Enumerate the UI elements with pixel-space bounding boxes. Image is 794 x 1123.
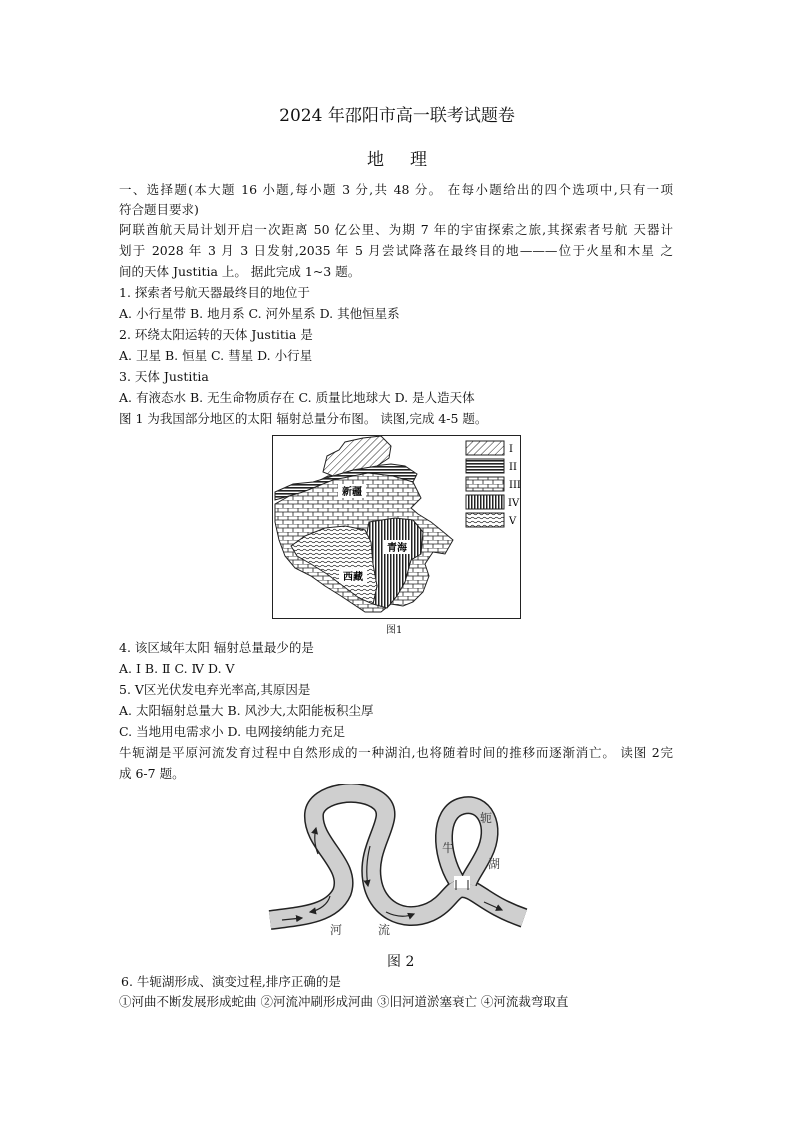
- passage1-line3: 间的天体 Justitia 上。 据此完成 1~3 题。: [119, 264, 361, 279]
- figure2-meander: [262, 784, 534, 944]
- passage3-line2: 成 6-7 题。: [119, 766, 185, 781]
- passage1-line2: 划于 2028 年 3 月 3 日发射,2035 年 5 月尝试降落在最终目的地———位于火星和木星 之: [119, 243, 673, 258]
- label-xizang: 西藏: [343, 572, 363, 583]
- passage2-line1: 图 1 为我国部分地区的太阳 辐射总量分布图。 读图,完成 4-5 题。: [119, 411, 488, 426]
- legend-label: III: [509, 480, 520, 491]
- q1-options: A. 小行星带 B. 地月系 C. 河外星系 D. 其他恒星系: [119, 306, 400, 321]
- exam-title: 2024 年邵阳市高一联考试题卷: [279, 106, 515, 126]
- label-hu: 湖: [488, 857, 501, 871]
- q6-stem: 6. 牛轭湖形成、演变过程,排序正确的是: [121, 974, 341, 989]
- label-qinghai: 青海: [387, 543, 407, 554]
- figure2-caption: 图 2: [387, 954, 415, 970]
- q3-options: A. 有液态水 B. 无生命物质存在 C. 质量比地球大 D. 是人造天体: [119, 390, 475, 405]
- q1-stem: 1. 探索者号航天器最终目的地位于: [119, 285, 310, 300]
- q5-options1: A. 太阳辐射总量大 B. 风沙大,太阳能板积尘厚: [119, 703, 374, 718]
- legend-label: IV: [508, 498, 520, 509]
- section-heading-line1: 一、选择题(本大题 16 小题,每小题 3 分,共 48 分。 在每小题给出的四个选项中,只有一项: [119, 182, 673, 197]
- legend: [466, 441, 520, 527]
- label-liu: 流: [378, 923, 391, 937]
- q4-options: A. Ⅰ B. Ⅱ C. Ⅳ D. Ⅴ: [119, 661, 235, 676]
- q5-stem: 5. Ⅴ区光伏发电弃光率高,其原因是: [119, 682, 311, 697]
- legend-label: II: [509, 462, 517, 473]
- section-heading-line2: 符合题目要求): [119, 202, 199, 217]
- figure1-map: [272, 435, 521, 619]
- legend-label: I: [509, 444, 513, 455]
- q6-options: ①河曲不断发展形成蛇曲 ②河流冲刷形成河曲 ③旧河道淤塞衰亡 ④河流裁弯取直: [119, 994, 569, 1009]
- passage3-line1: 牛轭湖是平原河流发育过程中自然形成的一种湖泊,也将随着时间的推移而逐渐消亡。 读图 2完: [119, 745, 673, 760]
- q2-stem: 2. 环绕太阳运转的天体 Justitia 是: [119, 327, 313, 342]
- legend-label: V: [509, 516, 517, 527]
- q5-options2: C. 当地用电需求小 D. 电网接纳能力充足: [119, 724, 346, 739]
- passage1-line1: 阿联酋航天局计划开启一次距离 50 亿公里、为期 7 年的宇宙探索之旅,其探索者号航 天器计: [119, 222, 673, 237]
- q3-stem: 3. 天体 Justitia: [119, 369, 209, 384]
- label-niu: 牛: [442, 841, 455, 855]
- figure1-map-svg: [273, 436, 520, 618]
- figure1-caption: 图1: [386, 625, 403, 636]
- label-he: 河: [330, 923, 343, 937]
- label-xinjiang: 新疆: [342, 487, 362, 498]
- subject-title: 地理: [367, 150, 453, 170]
- q4-stem: 4. 该区域年太阳 辐射总量最少的是: [119, 640, 314, 655]
- q2-options: A. 卫星 B. 恒星 C. 彗星 D. 小行星: [119, 348, 313, 363]
- label-e: 轭: [480, 811, 493, 825]
